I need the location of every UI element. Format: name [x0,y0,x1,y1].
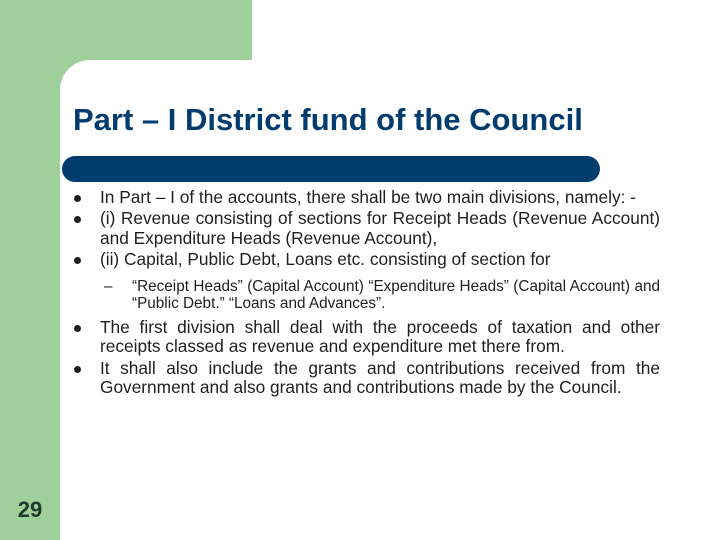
bullet-item [74,209,660,248]
bullet-item [74,318,660,357]
slide-title: Part – I District fund of the Council [73,102,583,137]
sub-bullet-item [74,278,660,312]
sub-bullet-dash: – [104,278,113,296]
bullet-item [74,359,660,398]
bullet-text: (i) Revenue consisting of sections for Receipt Heads (Revenue Account) and Expenditure Heads (Revenue Account), [100,208,660,248]
title-underline-bar [62,156,600,182]
bullet-dot-icon [74,366,81,373]
bullet-dot-icon [74,195,81,202]
bullet-text: In Part – I of the accounts, there shall be two main divisions, namely: - [100,187,636,207]
bullet-item [74,250,660,269]
sub-bullet-text: “Receipt Heads” (Capital Account) “Expenditure Heads” (Capital Account) and “Public Debt.” “Loans and Advances”. [132,278,660,313]
bullet-dot-icon [74,216,81,223]
slide-body [74,188,660,399]
bullet-dot-icon [74,325,81,332]
slide-number: 29 [17,497,43,522]
bullet-text: The first division shall deal with the proceeds of taxation and other receipts classed as revenue and expenditure met there from. [100,317,660,357]
bullet-item [74,188,660,207]
decorative-green-bar-left [0,0,60,540]
bullet-dot-icon [74,257,81,264]
bullet-text: It shall also include the grants and contributions received from the Government and also grants and contributions made by the Council. [100,357,660,398]
bullet-text: (ii) Capital, Public Debt, Loans etc. consisting of section for [100,248,551,269]
